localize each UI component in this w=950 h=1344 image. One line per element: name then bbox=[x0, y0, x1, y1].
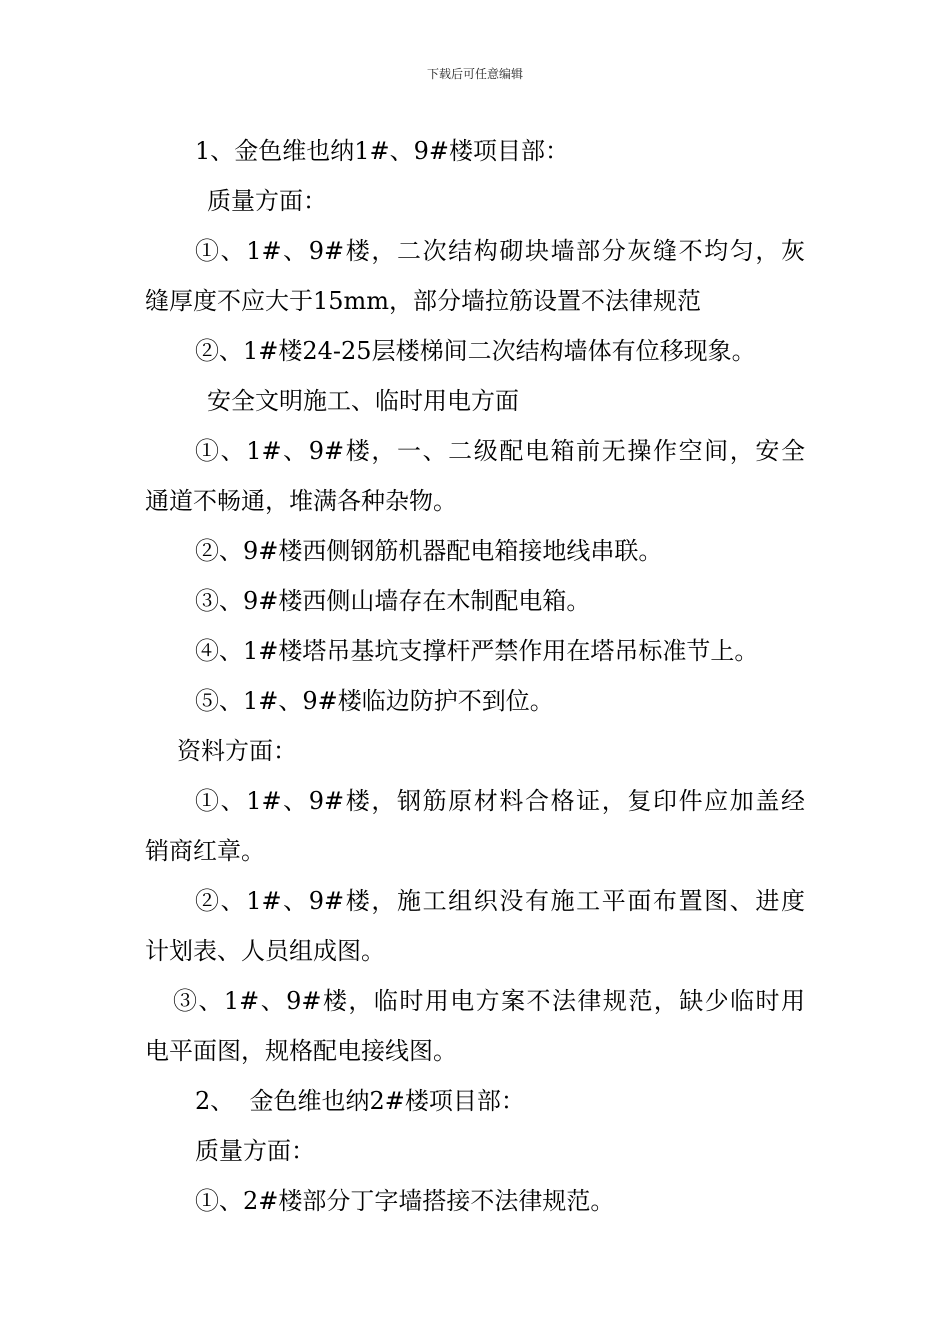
paragraph-line: ③、9#楼西侧山墙存在木制配电箱。 bbox=[195, 587, 591, 615]
paragraph-line: 销商红章。 bbox=[145, 837, 265, 865]
paragraph-line: ④、1#楼塔吊基坑支撑杆严禁作用在塔吊标准节上。 bbox=[195, 637, 759, 665]
section-1-heading: 1、金色维也纳1#、9#楼项目部： bbox=[195, 137, 570, 165]
paragraph-line: ①、2#楼部分丁字墙搭接不法律规范。 bbox=[195, 1187, 615, 1215]
paragraph-line: 缝厚度不应大于15mm，部分墙拉筋设置不法律规范 bbox=[145, 287, 702, 315]
section-2-heading: 2、 金色维也纳2#楼项目部： bbox=[195, 1087, 525, 1115]
paragraph-line: 电平面图，规格配电接线图。 bbox=[145, 1037, 457, 1065]
quality-heading: 质量方面： bbox=[195, 1137, 315, 1165]
paragraph-line: ③、1#、9#楼，临时用电方案不法律规范，缺少临时用 bbox=[173, 987, 805, 1015]
paragraph-line: ②、1#楼24-25层楼梯间二次结构墙体有位移现象。 bbox=[195, 337, 756, 365]
paragraph-line: ⑤、1#、9#楼临边防护不到位。 bbox=[195, 687, 554, 715]
paragraph-line: ②、1#、9#楼，施工组织没有施工平面布置图、进度 bbox=[195, 887, 805, 915]
documents-heading: 资料方面： bbox=[177, 737, 297, 765]
quality-heading: 质量方面： bbox=[207, 187, 327, 215]
paragraph-line: ①、1#、9#楼，一、二级配电箱前无操作空间，安全 bbox=[195, 437, 805, 465]
safety-heading: 安全文明施工、临时用电方面 bbox=[207, 387, 519, 415]
paragraph-line: 计划表、人员组成图。 bbox=[145, 937, 385, 965]
paragraph-line: 通道不畅通，堆满各种杂物。 bbox=[145, 487, 457, 515]
page-header: 下载后可任意编辑 bbox=[426, 67, 523, 81]
paragraph-line: ②、9#楼西侧钢筋机器配电箱接地线串联。 bbox=[195, 537, 663, 565]
paragraph-line: ①、1#、9#楼，钢筋原材料合格证，复印件应加盖经 bbox=[195, 787, 805, 815]
paragraph-line: ①、1#、9#楼，二次结构砌块墙部分灰缝不均匀，灰 bbox=[195, 237, 805, 265]
